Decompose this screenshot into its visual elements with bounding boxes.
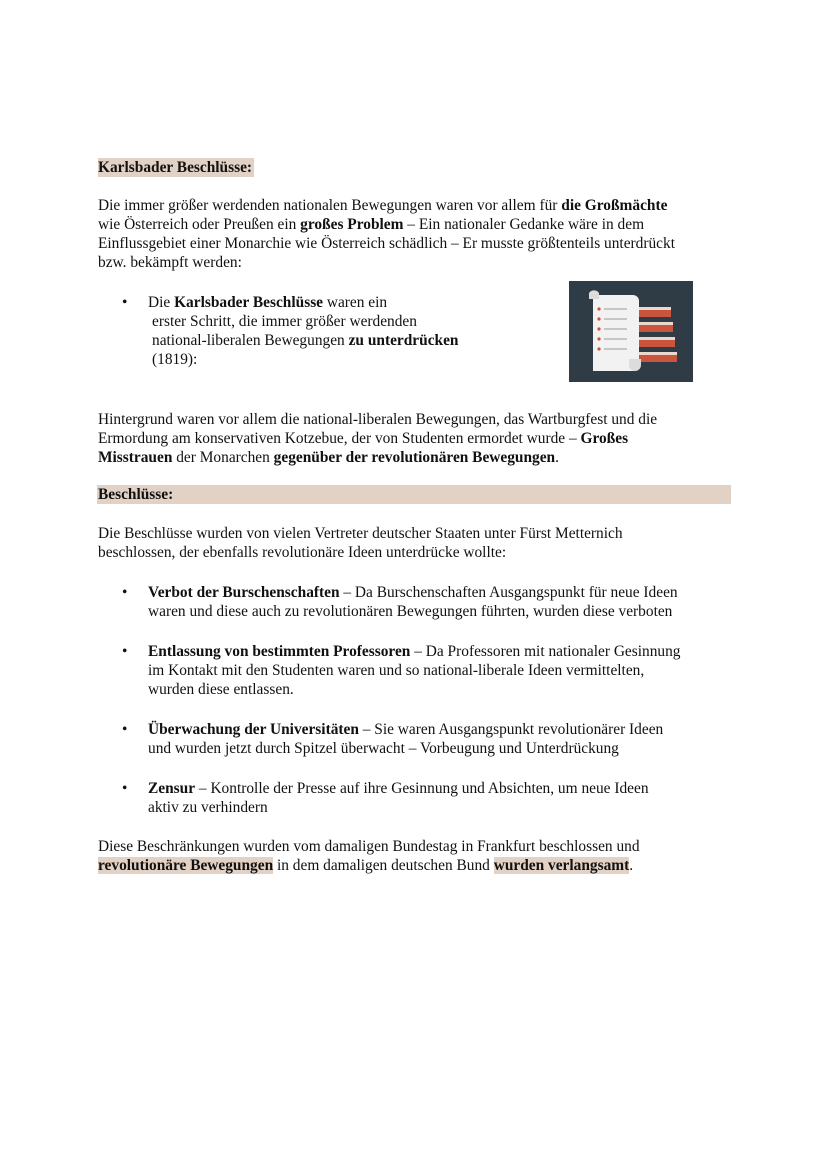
- bold-run: Misstrauen: [98, 449, 173, 466]
- bullet-marker: •: [122, 584, 128, 601]
- text-run: aktiv zu verhindern: [148, 799, 268, 816]
- bold-run: großes Problem: [300, 216, 404, 233]
- bold-run: gegenüber der revolutionären Bewegungen: [273, 449, 556, 466]
- text-run: erster Schritt, die immer größer werdenden: [152, 313, 417, 330]
- bullet-karlsbader: [148, 293, 548, 369]
- text-run: Einflussgebiet einer Monarchie wie Österreich schädlich – Er musste größtenteils unterdrückt: [98, 235, 675, 252]
- text-run: Die immer größer werdenden nationalen Bewegungen waren vor allem für: [98, 197, 562, 214]
- bold-run: Karlsbader Beschlüsse: [174, 294, 324, 311]
- bold-run: Großes: [580, 430, 629, 447]
- bold-run: die Großmächte: [561, 197, 668, 214]
- decisions-intro: [98, 524, 738, 562]
- text-run: – Kontrolle der Presse auf ihre Gesinnung und Absichten, um neue Ideen: [195, 780, 649, 797]
- text-run: waren und diese auch zu revolutionären Bewegungen führten, wurden diese verboten: [148, 603, 673, 620]
- background-paragraph: [98, 410, 738, 467]
- text-run: – Ein nationaler Gedanke wäre in dem: [403, 216, 645, 233]
- text-run: .: [555, 449, 559, 466]
- bold-run: Entlassung von bestimmten Professoren: [148, 643, 411, 660]
- list-item-universitaeten: [148, 720, 738, 758]
- document-books-graphic: [569, 281, 693, 382]
- text-run: Die Beschlüsse wurden von vielen Vertreter deutscher Staaten unter Fürst Metternich: [98, 525, 623, 542]
- document-books-icon: [569, 281, 693, 382]
- text-run: Ermordung am konservativen Kotzebue, der von Studenten ermordet wurde –: [98, 430, 581, 447]
- section-heading-beschluesse: [98, 485, 175, 504]
- bold-run: zu unterdrücken: [348, 332, 459, 349]
- scroll-top-roll: [589, 290, 599, 299]
- text-run: .: [629, 857, 634, 874]
- text-run: Die: [148, 294, 175, 311]
- bold-run: Verbot der Burschenschaften: [148, 584, 340, 601]
- heading-text: Beschlüsse:: [98, 486, 174, 503]
- text-run: und wurden jetzt durch Spitzel überwacht – Vorbeugung und Unterdrückung: [148, 740, 619, 757]
- text-run: (1819):: [152, 351, 198, 368]
- list-item-zensur: [148, 779, 738, 817]
- text-run: Diese Beschränkungen wurden vom damaligen Bundestag in Frankfurt beschlossen und: [98, 838, 640, 855]
- bold-run: Überwachung der Universitäten: [148, 721, 359, 738]
- bullet-marker: •: [122, 294, 128, 311]
- text-run: wurden diese entlassen.: [148, 681, 294, 698]
- text-run: – Da Burschenschaften Ausgangspunkt für neue Ideen: [339, 584, 678, 601]
- heading-text: Karlsbader Beschlüsse:: [98, 159, 253, 176]
- text-run: national-liberalen Bewegungen: [152, 332, 349, 349]
- section-heading-bar: [97, 485, 731, 504]
- text-run: bzw. bekämpft werden:: [98, 254, 242, 271]
- section-heading-karlsbader: [98, 158, 254, 177]
- text-run: in dem damaligen deutschen Bund: [273, 857, 494, 874]
- bullet-marker: •: [122, 780, 128, 797]
- intro-paragraph: [98, 196, 738, 272]
- text-run: im Kontakt mit den Studenten waren und so national-liberale Ideen vermittelten,: [148, 662, 645, 679]
- highlighted-bold-run: revolutionäre Bewegungen: [98, 857, 274, 874]
- text-run: der Monarchen: [172, 449, 274, 466]
- text-run: – Da Professoren mit nationaler Gesinnung: [410, 643, 681, 660]
- bullet-marker: •: [122, 643, 128, 660]
- list-item-burschenschaften: [148, 583, 738, 621]
- text-run: Hintergrund waren vor allem die national-liberalen Bewegungen, das Wartburgfest und die: [98, 411, 658, 428]
- book-4-pages: [633, 352, 677, 355]
- text-run: wie Österreich oder Preußen ein: [98, 216, 301, 233]
- scroll-bottom-roll: [629, 359, 641, 371]
- highlighted-bold-run: wurden verlangsamt: [493, 857, 630, 874]
- text-run: waren ein: [323, 294, 388, 311]
- text-run: – Sie waren Ausgangspunkt revolutionärer Ideen: [358, 721, 664, 738]
- text-run: beschlossen, der ebenfalls revolutionäre Ideen unterdrücke wollte:: [98, 544, 507, 561]
- conclusion-paragraph: [98, 837, 738, 875]
- bold-run: Zensur: [148, 780, 196, 797]
- list-item-professoren: [148, 642, 738, 699]
- bullet-marker: •: [122, 721, 128, 738]
